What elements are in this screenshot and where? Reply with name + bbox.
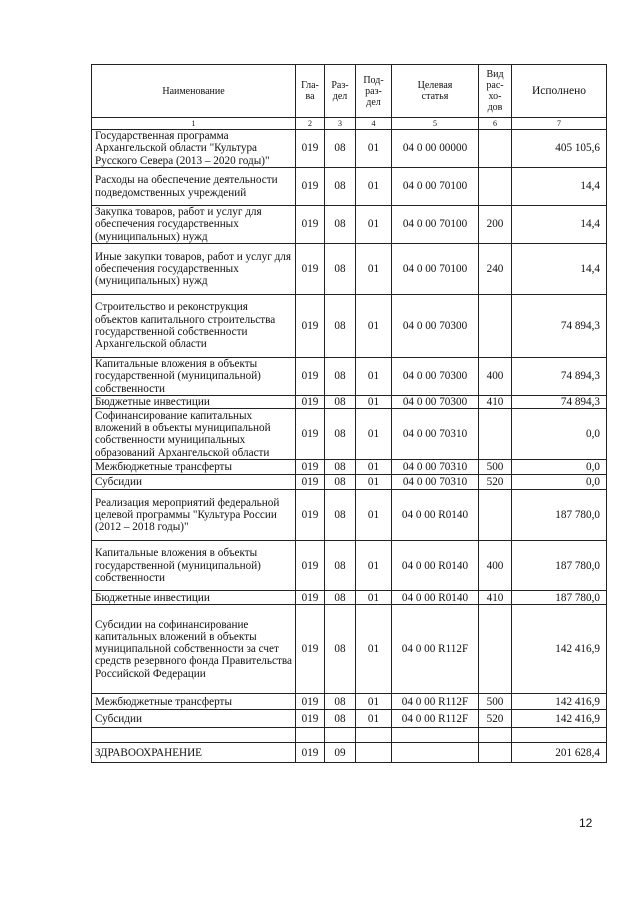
row-section: 08 [325,295,356,358]
row-expense-type [479,743,512,763]
row-subsection: 01 [356,130,392,168]
row-amount: 14,4 [512,244,607,295]
row-name: Субсидии [92,475,296,490]
row-amount: 0,0 [512,460,607,475]
header-row [92,65,607,118]
row-name: Межбюджетные трансферты [92,694,296,710]
row-chapter: 019 [296,743,325,763]
row-section: 08 [325,244,356,295]
column-number: 1 [92,118,296,130]
row-subsection: 01 [356,460,392,475]
row-expense-type: 410 [479,591,512,605]
table-row [92,396,607,409]
row-section: 08 [325,475,356,490]
row-subsection: 01 [356,694,392,710]
row-amount: 74 894,3 [512,396,607,409]
column-number: 2 [296,118,325,130]
row-expense-type: 410 [479,396,512,409]
row-section [325,728,356,743]
table-row [92,475,607,490]
row-subsection: 01 [356,490,392,541]
header-chapter: Гла- ва [296,65,325,118]
row-amount: 187 780,0 [512,541,607,591]
row-target: 04 0 00 70100 [392,206,479,244]
row-subsection: 01 [356,168,392,206]
row-expense-type [479,168,512,206]
row-name [92,728,296,743]
row-name: Строительство и реконструкция объектов капитального строительства государственной собственности Архангельской области [92,295,296,358]
row-section: 08 [325,460,356,475]
table-row [92,743,607,763]
row-target: 04 0 00 R112F [392,710,479,728]
row-name: Реализация мероприятий федеральной целевой программы "Культура России (2012 – 2018 годы)" [92,490,296,541]
row-name: Расходы на обеспечение деятельности подведомственных учреждений [92,168,296,206]
row-subsection [356,728,392,743]
row-expense-type [479,409,512,460]
table-row [92,541,607,591]
header-executed: Исполнено [512,65,607,118]
table-row [92,490,607,541]
row-target: 04 0 00 R0140 [392,591,479,605]
row-chapter: 019 [296,244,325,295]
row-expense-type: 520 [479,710,512,728]
row-name: ЗДРАВООХРАНЕНИЕ [92,743,296,763]
row-subsection: 01 [356,409,392,460]
row-chapter: 019 [296,358,325,396]
table-body [92,130,607,763]
column-number: 5 [392,118,479,130]
row-section: 08 [325,710,356,728]
row-subsection: 01 [356,710,392,728]
column-number: 4 [356,118,392,130]
row-subsection: 01 [356,396,392,409]
header-expense-type: Вид рас- хо- дов [479,65,512,118]
row-target: 04 0 00 70300 [392,295,479,358]
row-amount: 142 416,9 [512,710,607,728]
row-expense-type [479,605,512,694]
table-row [92,244,607,295]
row-section: 08 [325,541,356,591]
row-expense-type: 520 [479,475,512,490]
table-row [92,168,607,206]
table-row [92,460,607,475]
row-name: Капитальные вложения в объекты государственной (муниципальной) собственности [92,358,296,396]
row-expense-type [479,130,512,168]
row-subsection: 01 [356,358,392,396]
row-target: 04 0 00 R0140 [392,490,479,541]
column-number: 3 [325,118,356,130]
row-target: 04 0 00 R112F [392,694,479,710]
row-target: 04 0 00 00000 [392,130,479,168]
row-name: Субсидии [92,710,296,728]
row-amount: 142 416,9 [512,605,607,694]
row-amount: 0,0 [512,409,607,460]
table-row [92,295,607,358]
row-target: 04 0 00 70100 [392,168,479,206]
row-subsection: 01 [356,605,392,694]
column-number-row [92,118,607,130]
row-amount: 201 628,4 [512,743,607,763]
row-name: Иные закупки товаров, работ и услуг для обеспечения государственных (муниципальных) нужд [92,244,296,295]
row-subsection: 01 [356,295,392,358]
row-amount: 14,4 [512,206,607,244]
row-target [392,743,479,763]
row-expense-type [479,728,512,743]
row-target: 04 0 00 70300 [392,358,479,396]
row-amount [512,728,607,743]
row-section: 08 [325,396,356,409]
table-row [92,206,607,244]
row-target: 04 0 00 70310 [392,475,479,490]
table-row [92,409,607,460]
row-chapter: 019 [296,475,325,490]
row-name: Бюджетные инвестиции [92,396,296,409]
header-target: Целевая статья [392,65,479,118]
table-row [92,710,607,728]
row-chapter: 019 [296,130,325,168]
column-number: 6 [479,118,512,130]
row-chapter [296,728,325,743]
row-section: 08 [325,490,356,541]
row-subsection: 01 [356,475,392,490]
row-name: Закупка товаров, работ и услуг для обеспечения государственных (муниципальных) нужд [92,206,296,244]
row-chapter: 019 [296,591,325,605]
row-expense-type [479,490,512,541]
header-section: Раз- дел [325,65,356,118]
row-amount: 405 105,6 [512,130,607,168]
row-section: 08 [325,409,356,460]
table-row [92,358,607,396]
row-expense-type: 500 [479,460,512,475]
header-subsection: Под- раз- дел [356,65,392,118]
row-target: 04 0 00 R0140 [392,541,479,591]
row-target: 04 0 00 70310 [392,409,479,460]
table-row [92,694,607,710]
table-row [92,591,607,605]
row-section: 09 [325,743,356,763]
row-amount: 14,4 [512,168,607,206]
header-name: Наименование [92,65,296,118]
row-subsection: 01 [356,244,392,295]
row-amount: 187 780,0 [512,490,607,541]
row-chapter: 019 [296,396,325,409]
row-chapter: 019 [296,490,325,541]
row-name: Бюджетные инвестиции [92,591,296,605]
row-target: 04 0 00 70100 [392,244,479,295]
table-row [92,605,607,694]
row-section: 08 [325,130,356,168]
row-subsection: 01 [356,206,392,244]
row-expense-type [479,295,512,358]
row-chapter: 019 [296,295,325,358]
row-target: 04 0 00 70310 [392,460,479,475]
row-expense-type: 400 [479,358,512,396]
row-name: Софинансирование капитальных вложений в объекты муниципальной собственности муниципальных образований Архангельской области [92,409,296,460]
row-target: 04 0 00 R112F [392,605,479,694]
row-target: 04 0 00 70300 [392,396,479,409]
row-section: 08 [325,694,356,710]
table-row [92,728,607,743]
row-section: 08 [325,591,356,605]
row-chapter: 019 [296,409,325,460]
table-row [92,130,607,168]
row-chapter: 019 [296,694,325,710]
row-chapter: 019 [296,541,325,591]
row-section: 08 [325,605,356,694]
row-amount: 74 894,3 [512,358,607,396]
row-expense-type: 240 [479,244,512,295]
row-chapter: 019 [296,605,325,694]
row-subsection: 01 [356,591,392,605]
row-amount: 187 780,0 [512,591,607,605]
row-chapter: 019 [296,710,325,728]
row-chapter: 019 [296,206,325,244]
row-amount: 74 894,3 [512,295,607,358]
row-name: Субсидии на софинансирование капитальных вложений в объекты муниципальной собственности за счет средств резервного фонда Правительства Российской Федерации [92,605,296,694]
column-number: 7 [512,118,607,130]
row-section: 08 [325,206,356,244]
row-amount: 0,0 [512,475,607,490]
row-name: Капитальные вложения в объекты государственной (муниципальной) собственности [92,541,296,591]
row-section: 08 [325,358,356,396]
row-expense-type: 400 [479,541,512,591]
page-number: 12 [579,816,593,830]
row-subsection: 01 [356,541,392,591]
row-target [392,728,479,743]
row-chapter: 019 [296,168,325,206]
row-name: Межбюджетные трансферты [92,460,296,475]
row-expense-type: 500 [479,694,512,710]
row-section: 08 [325,168,356,206]
row-chapter: 019 [296,460,325,475]
row-name: Государственная программа Архангельской области "Культура Русского Севера (2013 – 2020 годы)" [92,130,296,168]
row-expense-type: 200 [479,206,512,244]
budget-table [91,64,607,763]
row-amount: 142 416,9 [512,694,607,710]
row-subsection [356,743,392,763]
